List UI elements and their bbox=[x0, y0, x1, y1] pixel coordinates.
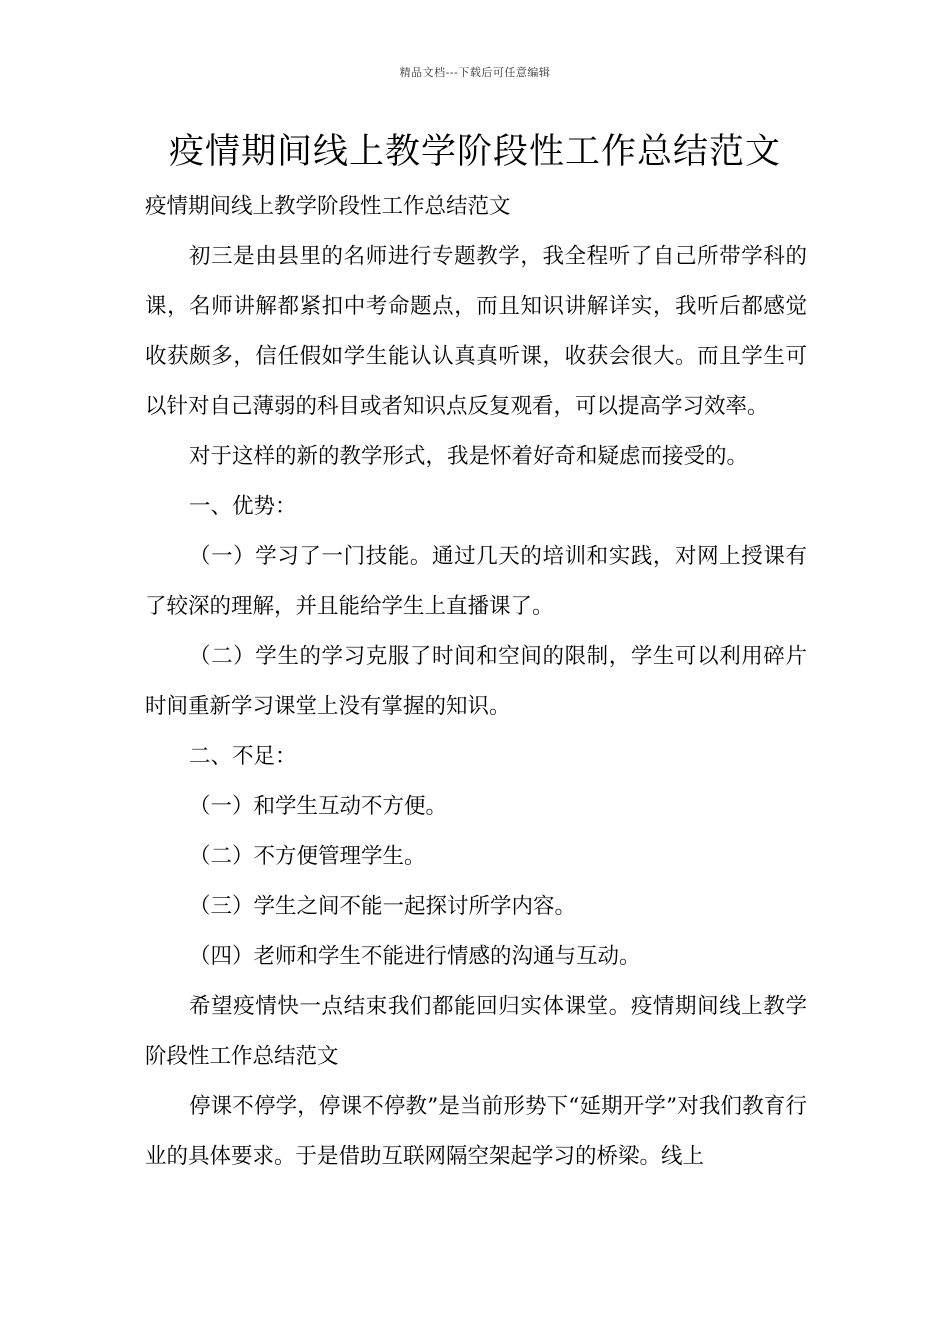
section-heading-advantages: 一、优势： bbox=[189, 494, 297, 519]
list-item: （一）和学生互动不方便。 bbox=[189, 794, 448, 819]
list-item: （二）学生的学习克服了时间和空间的限制，学生可以利用碎片时间重新学习课堂上没有掌握的知识。 bbox=[145, 644, 807, 719]
body-paragraph: 对于这样的新的教学形式，我是怀着好奇和疑虑而接受的。 bbox=[189, 444, 749, 469]
header-note: 精品文档---下载后可任意编辑 bbox=[399, 66, 551, 79]
list-item: （二）不方便管理学生。 bbox=[189, 844, 426, 869]
document-title: 疫情期间线上教学阶段性工作总结范文 bbox=[168, 132, 781, 172]
section-heading-shortcomings: 二、不足： bbox=[189, 744, 297, 769]
list-item: （四）老师和学生不能进行情感的沟通与互动。 bbox=[189, 944, 641, 969]
body-paragraph: 初三是由县里的名师进行专题教学，我全程听了自己所带学科的课，名师讲解都紧扣中考命题点，而且知识讲解详实，我听后都感觉收获颇多，信任假如学生能认认真真听课，收获会很大。而且学生可以针对自己薄弱的科目或者知识点反复观看，可以提高学习效率。 bbox=[145, 244, 807, 419]
document-body bbox=[145, 182, 807, 1182]
list-item: （一）学习了一门技能。通过几天的培训和实践，对网上授课有了较深的理解，并且能给学生上直播课了。 bbox=[145, 544, 807, 619]
body-paragraph: 希望疫情快一点结束我们都能回归实体课堂。疫情期间线上教学阶段性工作总结范文 bbox=[145, 994, 807, 1069]
list-item: （三）学生之间不能一起探讨所学内容。 bbox=[189, 894, 577, 919]
body-paragraph: 停课不停学，停课不停教”是当前形势下“延期开学”对我们教育行业的具体要求。于是借助互联网隔空架起学习的桥梁。线上 bbox=[145, 1094, 807, 1169]
subtitle-paragraph: 疫情期间线上教学阶段性工作总结范文 bbox=[145, 194, 511, 219]
